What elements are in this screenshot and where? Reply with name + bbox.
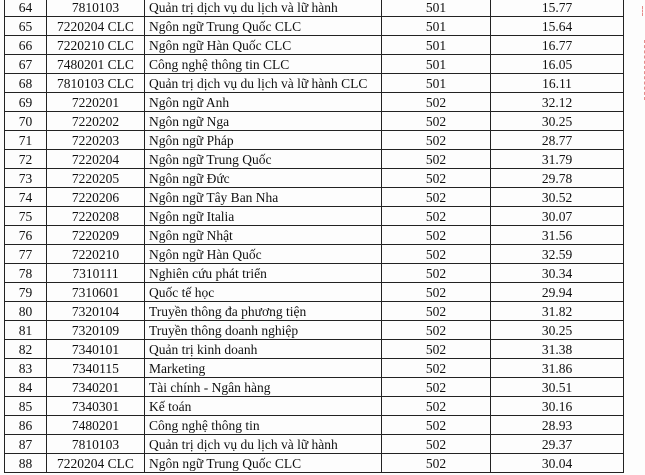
group-code-cell: 502 <box>382 169 491 188</box>
table-row <box>5 283 624 302</box>
table-row <box>5 321 624 340</box>
group-code-cell: 501 <box>382 74 491 93</box>
major-code-cell: 7810103 <box>47 0 145 17</box>
table-row <box>5 397 624 416</box>
table-row <box>5 340 624 359</box>
table-body <box>5 0 624 473</box>
cutoff-score-cell: 29.37 <box>491 435 624 454</box>
table-row <box>5 264 624 283</box>
cutoff-score-cell: 32.59 <box>491 245 624 264</box>
group-code-cell: 502 <box>382 340 491 359</box>
group-code-cell: 502 <box>382 416 491 435</box>
row-number-cell: 64 <box>5 0 47 17</box>
cutoff-score-cell: 31.79 <box>491 150 624 169</box>
group-code-cell: 502 <box>382 226 491 245</box>
major-code-cell: 7220210 <box>47 245 145 264</box>
major-name-cell: Ngôn ngữ Hàn Quốc <box>145 245 382 264</box>
table-row <box>5 302 624 321</box>
group-code-cell: 502 <box>382 283 491 302</box>
major-code-cell: 7340201 <box>47 378 145 397</box>
major-code-cell: 7480201 <box>47 416 145 435</box>
row-number-cell: 88 <box>5 454 47 473</box>
table-row <box>5 359 624 378</box>
row-number-cell: 67 <box>5 55 47 74</box>
major-name-cell: Ngôn ngữ Trung Quốc CLC <box>145 454 382 473</box>
major-name-cell: Marketing <box>145 359 382 378</box>
row-number-cell: 86 <box>5 416 47 435</box>
group-code-cell: 502 <box>382 245 491 264</box>
major-name-cell: Ngôn ngữ Nga <box>145 112 382 131</box>
major-name-cell: Ngôn ngữ Tây Ban Nha <box>145 188 382 207</box>
row-number-cell: 76 <box>5 226 47 245</box>
major-name-cell: Kế toán <box>145 397 382 416</box>
major-code-cell: 7220210 CLC <box>47 36 145 55</box>
cutoff-score-cell: 16.77 <box>491 36 624 55</box>
row-number-cell: 81 <box>5 321 47 340</box>
table-row <box>5 416 624 435</box>
row-number-cell: 87 <box>5 435 47 454</box>
table-row <box>5 169 624 188</box>
row-number-cell: 84 <box>5 378 47 397</box>
cutoff-score-cell: 31.82 <box>491 302 624 321</box>
row-number-cell: 68 <box>5 74 47 93</box>
major-name-cell: Truyền thông đa phương tiện <box>145 302 382 321</box>
major-code-cell: 7220209 <box>47 226 145 245</box>
group-code-cell: 502 <box>382 150 491 169</box>
group-code-cell: 502 <box>382 112 491 131</box>
group-code-cell: 502 <box>382 397 491 416</box>
major-code-cell: 7320104 <box>47 302 145 321</box>
cutoff-score-cell: 31.56 <box>491 226 624 245</box>
major-name-cell: Quản trị dịch vụ du lịch và lữ hành <box>145 435 382 454</box>
major-name-cell: Nghiên cứu phát triển <box>145 264 382 283</box>
cutoff-score-cell: 15.77 <box>491 0 624 17</box>
major-code-cell: 7220203 <box>47 131 145 150</box>
table-row <box>5 435 624 454</box>
table-row <box>5 454 624 473</box>
table-row <box>5 36 624 55</box>
major-code-cell: 7340115 <box>47 359 145 378</box>
group-code-cell: 502 <box>382 207 491 226</box>
major-name-cell: Ngôn ngữ Trung Quốc CLC <box>145 17 382 36</box>
row-number-cell: 71 <box>5 131 47 150</box>
cutoff-score-cell: 29.94 <box>491 283 624 302</box>
table-row <box>5 207 624 226</box>
cutoff-score-cell: 30.16 <box>491 397 624 416</box>
group-code-cell: 502 <box>382 264 491 283</box>
row-number-cell: 80 <box>5 302 47 321</box>
group-code-cell: 501 <box>382 0 491 17</box>
row-number-cell: 78 <box>5 264 47 283</box>
major-code-cell: 7220208 <box>47 207 145 226</box>
major-code-cell: 7340301 <box>47 397 145 416</box>
major-name-cell: Quản trị dịch vụ du lịch và lữ hành <box>145 0 382 17</box>
group-code-cell: 502 <box>382 188 491 207</box>
major-code-cell: 7220204 CLC <box>47 454 145 473</box>
major-name-cell: Ngôn ngữ Trung Quốc <box>145 150 382 169</box>
cutoff-score-cell: 30.25 <box>491 112 624 131</box>
major-code-cell: 7220202 <box>47 112 145 131</box>
row-number-cell: 70 <box>5 112 47 131</box>
cutoff-score-cell: 30.04 <box>491 454 624 473</box>
major-name-cell: Ngôn ngữ Đức <box>145 169 382 188</box>
major-code-cell: 7810103 <box>47 435 145 454</box>
cutoff-score-cell: 30.25 <box>491 321 624 340</box>
major-code-cell: 7220204 <box>47 150 145 169</box>
major-code-cell: 7310601 <box>47 283 145 302</box>
major-name-cell: Ngôn ngữ Nhật <box>145 226 382 245</box>
admission-score-table <box>4 0 624 473</box>
cutoff-score-cell: 29.78 <box>491 169 624 188</box>
group-code-cell: 502 <box>382 454 491 473</box>
row-number-cell: 83 <box>5 359 47 378</box>
major-name-cell: Tài chính - Ngân hàng <box>145 378 382 397</box>
table-row <box>5 131 624 150</box>
cutoff-score-cell: 30.34 <box>491 264 624 283</box>
cutoff-score-cell: 32.12 <box>491 93 624 112</box>
cutoff-score-cell: 28.77 <box>491 131 624 150</box>
major-name-cell: Công nghệ thông tin CLC <box>145 55 382 74</box>
group-code-cell: 502 <box>382 93 491 112</box>
row-number-cell: 75 <box>5 207 47 226</box>
table-row <box>5 150 624 169</box>
margin-mark <box>638 6 643 16</box>
group-code-cell: 502 <box>382 302 491 321</box>
major-name-cell: Quản trị kinh doanh <box>145 340 382 359</box>
cutoff-score-cell: 30.51 <box>491 378 624 397</box>
group-code-cell: 502 <box>382 435 491 454</box>
group-code-cell: 501 <box>382 36 491 55</box>
row-number-cell: 79 <box>5 283 47 302</box>
table-row <box>5 0 624 17</box>
major-name-cell: Ngôn ngữ Italia <box>145 207 382 226</box>
row-number-cell: 65 <box>5 17 47 36</box>
cutoff-score-cell: 16.11 <box>491 74 624 93</box>
group-code-cell: 502 <box>382 321 491 340</box>
cutoff-score-cell: 30.52 <box>491 188 624 207</box>
row-number-cell: 69 <box>5 93 47 112</box>
group-code-cell: 501 <box>382 17 491 36</box>
major-code-cell: 7340101 <box>47 340 145 359</box>
table-row <box>5 378 624 397</box>
major-name-cell: Ngôn ngữ Anh <box>145 93 382 112</box>
major-code-cell: 7480201 CLC <box>47 55 145 74</box>
row-number-cell: 77 <box>5 245 47 264</box>
table-row <box>5 112 624 131</box>
table-row <box>5 93 624 112</box>
row-number-cell: 74 <box>5 188 47 207</box>
row-number-cell: 66 <box>5 36 47 55</box>
row-number-cell: 82 <box>5 340 47 359</box>
cutoff-score-cell: 30.07 <box>491 207 624 226</box>
major-name-cell: Quản trị dịch vụ du lịch và lữ hành CLC <box>145 74 382 93</box>
cutoff-score-cell: 31.38 <box>491 340 624 359</box>
cutoff-score-cell: 16.05 <box>491 55 624 74</box>
margin-mark <box>638 40 645 100</box>
table-row <box>5 17 624 36</box>
table-row <box>5 245 624 264</box>
major-name-cell: Quốc tế học <box>145 283 382 302</box>
major-name-cell: Ngôn ngữ Pháp <box>145 131 382 150</box>
major-code-cell: 7320109 <box>47 321 145 340</box>
cutoff-score-cell: 31.86 <box>491 359 624 378</box>
table-row <box>5 226 624 245</box>
row-number-cell: 72 <box>5 150 47 169</box>
table-row <box>5 188 624 207</box>
row-number-cell: 85 <box>5 397 47 416</box>
major-code-cell: 7810103 CLC <box>47 74 145 93</box>
cutoff-score-cell: 15.64 <box>491 17 624 36</box>
major-name-cell: Truyền thông doanh nghiệp <box>145 321 382 340</box>
cutoff-score-cell: 28.93 <box>491 416 624 435</box>
major-code-cell: 7220205 <box>47 169 145 188</box>
major-code-cell: 7220201 <box>47 93 145 112</box>
group-code-cell: 501 <box>382 55 491 74</box>
row-number-cell: 73 <box>5 169 47 188</box>
major-code-cell: 7220206 <box>47 188 145 207</box>
group-code-cell: 502 <box>382 378 491 397</box>
group-code-cell: 502 <box>382 359 491 378</box>
major-name-cell: Công nghệ thông tin <box>145 416 382 435</box>
major-name-cell: Ngôn ngữ Hàn Quốc CLC <box>145 36 382 55</box>
group-code-cell: 502 <box>382 131 491 150</box>
table-row <box>5 74 624 93</box>
table-row <box>5 55 624 74</box>
major-code-cell: 7220204 CLC <box>47 17 145 36</box>
major-code-cell: 7310111 <box>47 264 145 283</box>
